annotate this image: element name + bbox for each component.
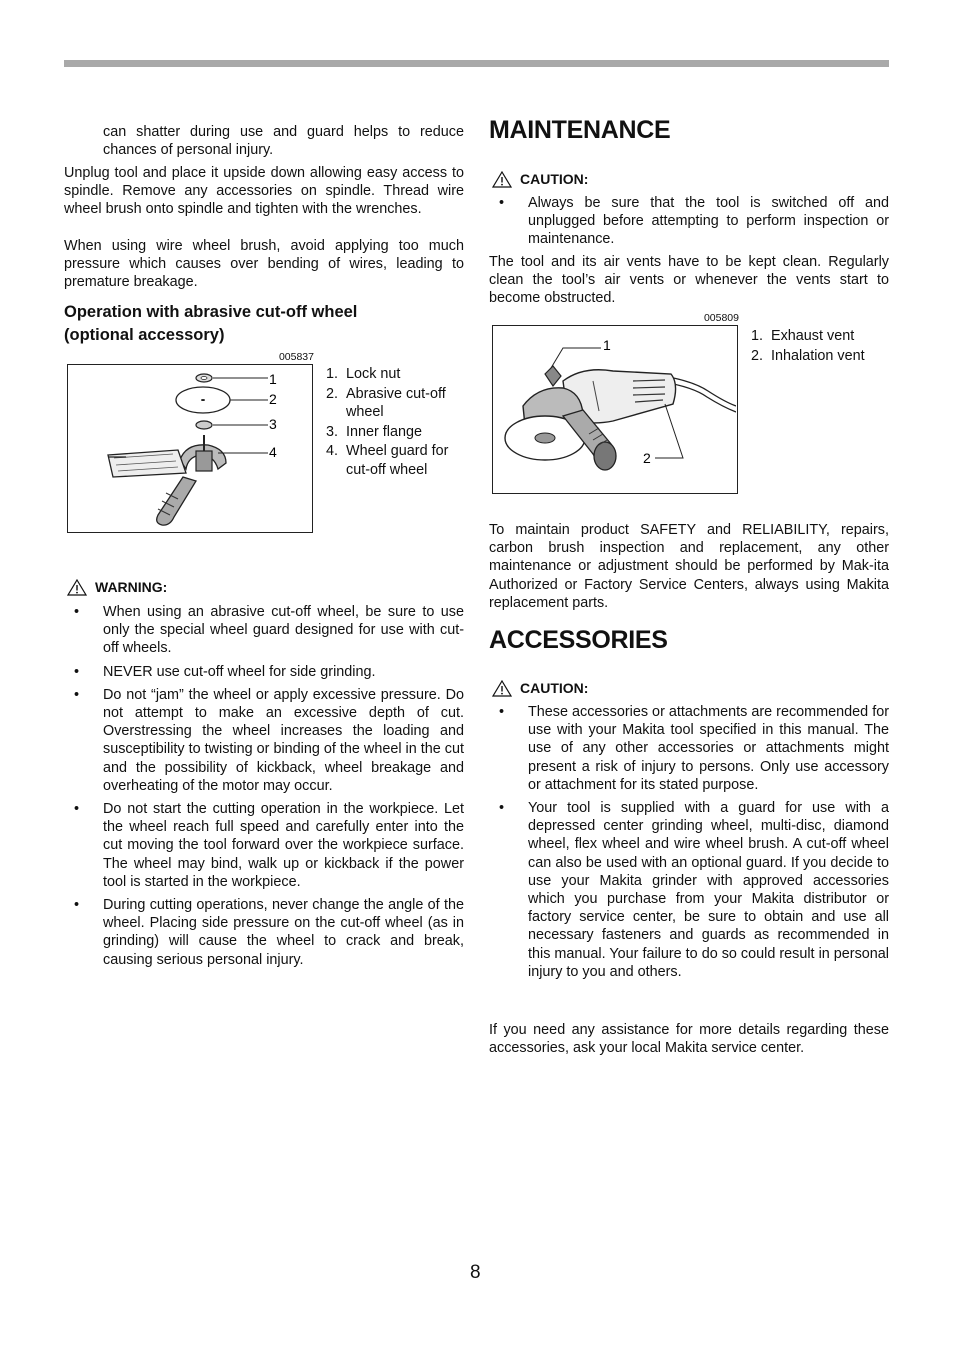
cutoff-subheading-line1: Operation with abrasive cut-off wheel [64,303,358,321]
grinder-illustration [493,326,736,492]
list-item: • Your tool is supplied with a guard for use with a depressed center grinding wheel, multi-disc, diamond wheel, flex wheel and wire wheel brush. A cut-off wheel can also be used with an optional guard. If you decide to use your Makita grinder with approved accessories which you purchase from your Makita distributor or factory service center, be sure to obtain and use all necessary fasteners and guards as recommended in this manual. Your failure to do so could result in personal injury to you and others. [489,799,889,981]
cutoff-wheel-illustration [68,365,311,531]
caution-label: CAUTION: [520,171,589,187]
legend-item: 1. Exhaust vent [751,328,855,344]
callout-4: 4 [269,444,277,460]
list-item: • During cutting operations, never change the angle of the wheel. Placing side pressure on the cut-off wheel (as in grinding) will cause the wheel to crack and break, causing serious personal injury. [64,896,464,969]
warning-label: WARNING: [95,579,168,595]
legend-item: 1. Lock nut [326,366,401,382]
legend-item: 2. Abrasive cut-off wheel [326,385,446,420]
continued-text: can shatter during use and guard helps to reduce chances of personal injury. [103,124,464,159]
cutoff-subheading [64,301,357,347]
caution-label: CAUTION: [520,680,589,696]
page-number: 8 [470,1262,481,1283]
maintenance-caution-list [489,194,889,254]
maintenance-heading: MAINTENANCE [489,116,671,144]
legend-item: 3. Inner flange [326,423,423,440]
list-item: • Do not “jam” the wheel or apply excessive pressure. Do not attempt to make an excessive depth of cut. Overstressing the wheel increases the loading and susceptibility to twisting or binding of the wheel in the cut and the possibility of kickback, wheel breakage and overheating of the motor may occur. [64,686,464,795]
callout-2: 2 [643,450,651,466]
accessories-caution-list [489,703,889,986]
safety-paragraph: To maintain product SAFETY and RELIABILITY, repairs, carbon brush inspection and replacement, any other maintenance or adjustment should be performed by Mak-ita Authorized or Factory Service Centers, always using Makita replacement parts. [489,522,889,611]
callout-1: 1 [603,337,611,353]
callout-2: 2 [269,391,277,407]
accessories-heading: ACCESSORIES [489,626,668,654]
list-item: • Do not start the cutting operation in the workpiece. Let the wheel reach full speed and carefully enter into the cut moving the tool forward over the workpiece surface. The wheel may bind, walk up or kickback if the power tool is started in the workpiece. [64,800,464,891]
warning-heading [67,578,167,596]
warning-triangle-icon [67,579,87,596]
closing-paragraph: If you need any assistance for more details regarding these accessories, ask your local Makita service center. [489,1022,889,1057]
callout-1: 1 [269,371,277,387]
cutoff-wheel-figure [67,364,313,533]
wire-brush-paragraph-2: When using wire wheel brush, avoid applying too much pressure which causes over bending of wires, leading to premature breakage. [64,238,464,291]
figure-code: 005837 [278,351,314,363]
caution-triangle-icon [492,171,512,188]
air-vent-figure [492,325,738,494]
list-item: • Always be sure that the tool is switched off and unplugged before attempting to perform inspection or maintenance. [489,194,889,249]
wire-brush-paragraph-1: Unplug tool and place it upside down allowing easy access to spindle. Remove any accessories on spindle. Thread wire wheel brush onto spindle and tighten with the wrenches. [64,165,464,218]
list-item: • NEVER use cut-off wheel for side grinding. [64,663,464,681]
cutoff-figure-legend [326,365,466,480]
callout-3: 3 [269,416,277,432]
cutoff-subheading-line2: (optional accessory) [64,326,225,344]
legend-item: 4. Wheel guard for cut-off wheel [326,443,449,478]
legend-item: 2. Inhalation vent [751,347,865,364]
header-rule [64,60,889,67]
warning-list [64,603,464,974]
figure-code: 005809 [703,312,739,324]
list-item: • When using an abrasive cut-off wheel, be sure to use only the special wheel guard designed for use with cut-off wheels. [64,603,464,658]
inner-flange-shape [196,421,212,429]
air-vent-figure-legend [751,327,891,366]
caution-triangle-icon [492,680,512,697]
list-item: • These accessories or attachments are recommended for use with your Makita tool specified in this manual. The use of any other accessories or attachments might present a risk of injury to persons. Only use accessory or attachment for its stated purpose. [489,703,889,794]
maintenance-paragraph: The tool and its air vents have to be kept clean. Regularly clean the tool’s air vents or whenever the vents start to become obstructed. [489,254,889,307]
accessories-caution-heading [492,679,588,697]
maintenance-caution-heading [492,170,588,188]
